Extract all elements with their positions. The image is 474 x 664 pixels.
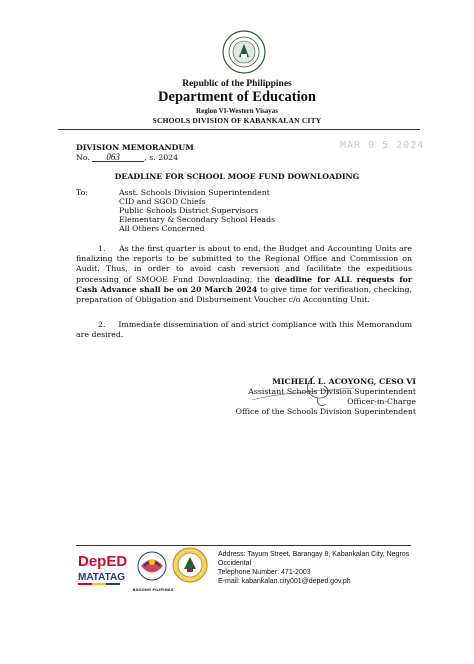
bagong-pilipinas-caption: BAGONG PILIPINAS	[132, 587, 174, 592]
division-line: SCHOOLS DIVISION OF KABANKALAN CITY	[152, 116, 322, 125]
memo-subject: DEADLINE FOR SCHOOL MOOE FUND DOWNLOADING	[114, 172, 360, 181]
recipient-item: Elementary & Secondary School Heads	[119, 215, 276, 224]
memo-number-line	[76, 153, 178, 162]
deped-matatag-logo	[76, 549, 132, 589]
signatory-office: Office of the Schools Division Superintendent	[235, 407, 416, 416]
division-office-seal	[172, 547, 208, 583]
recipient-item: Asst. Schools Division Superintendent	[119, 188, 270, 197]
p1-tail: to give time for verification, checking, preparation of Obligation and Disbursement Voucher c/o Accounting Unit.	[76, 284, 412, 305]
p1-lead: 1. As the first quarter is about to end, the Budget and Accounting Units are finalizing the reports to be submitted to the Regional Office and Commission on Audit. Thus, in order to avoid cash reversion and facilitate the expeditious processing of SMOOE Fund Downloading, the	[76, 244, 412, 284]
to-label: To:	[76, 188, 88, 197]
header-divider	[58, 129, 420, 130]
footer-divider	[76, 545, 411, 546]
recipient-item: Public Schools District Supervisors	[119, 206, 259, 215]
footer-telephone: Telephone Number: 471-2003	[218, 569, 311, 576]
signatory-oic: Officer-in-Charge	[347, 397, 416, 406]
received-stamp: MAR 0 5 2024	[340, 140, 425, 151]
region-line: Region VI-Western Visayas	[196, 107, 278, 115]
memo-type: DIVISION MEMORANDUM	[76, 143, 194, 152]
memo-series: , s. 2024	[144, 153, 179, 162]
recipient-item: All Others Concerned	[119, 224, 205, 233]
signatory-name: MICHELL L. ACOYONG, CESO VI	[272, 377, 416, 386]
department-title: Department of Education	[158, 89, 316, 105]
deped-seal-logo	[222, 30, 266, 74]
footer-address: Address: Tayum Street, Barangay 8, Kabankalan City, Negros Occidental	[218, 551, 410, 567]
bagong-pilipinas-logo	[135, 549, 169, 589]
memo-number: 063	[92, 153, 144, 162]
footer-email[interactable]: E-mail: kabankalan.city001@deped.gov.ph	[218, 578, 351, 585]
signatory-title: Assistant Schools Division Superintendent	[248, 387, 416, 396]
republic-line: Republic of the Philippines	[182, 79, 292, 89]
body-paragraph-1	[76, 244, 412, 305]
logo-deped-text: DepED	[78, 553, 128, 570]
recipient-item: CID and SGOD Chiefs	[119, 197, 206, 206]
logo-matatag-text: MATATAG	[78, 572, 126, 583]
body-paragraph-2: 2. Immediate dissemination of and strict compliance with this Memorandum are desired.	[76, 320, 412, 340]
memo-number-prefix: No.	[76, 153, 90, 162]
recipient-list	[119, 188, 275, 233]
p1-deadline: deadline for ALL requests for Cash Advance shall be on 20 March 2024	[76, 274, 412, 294]
